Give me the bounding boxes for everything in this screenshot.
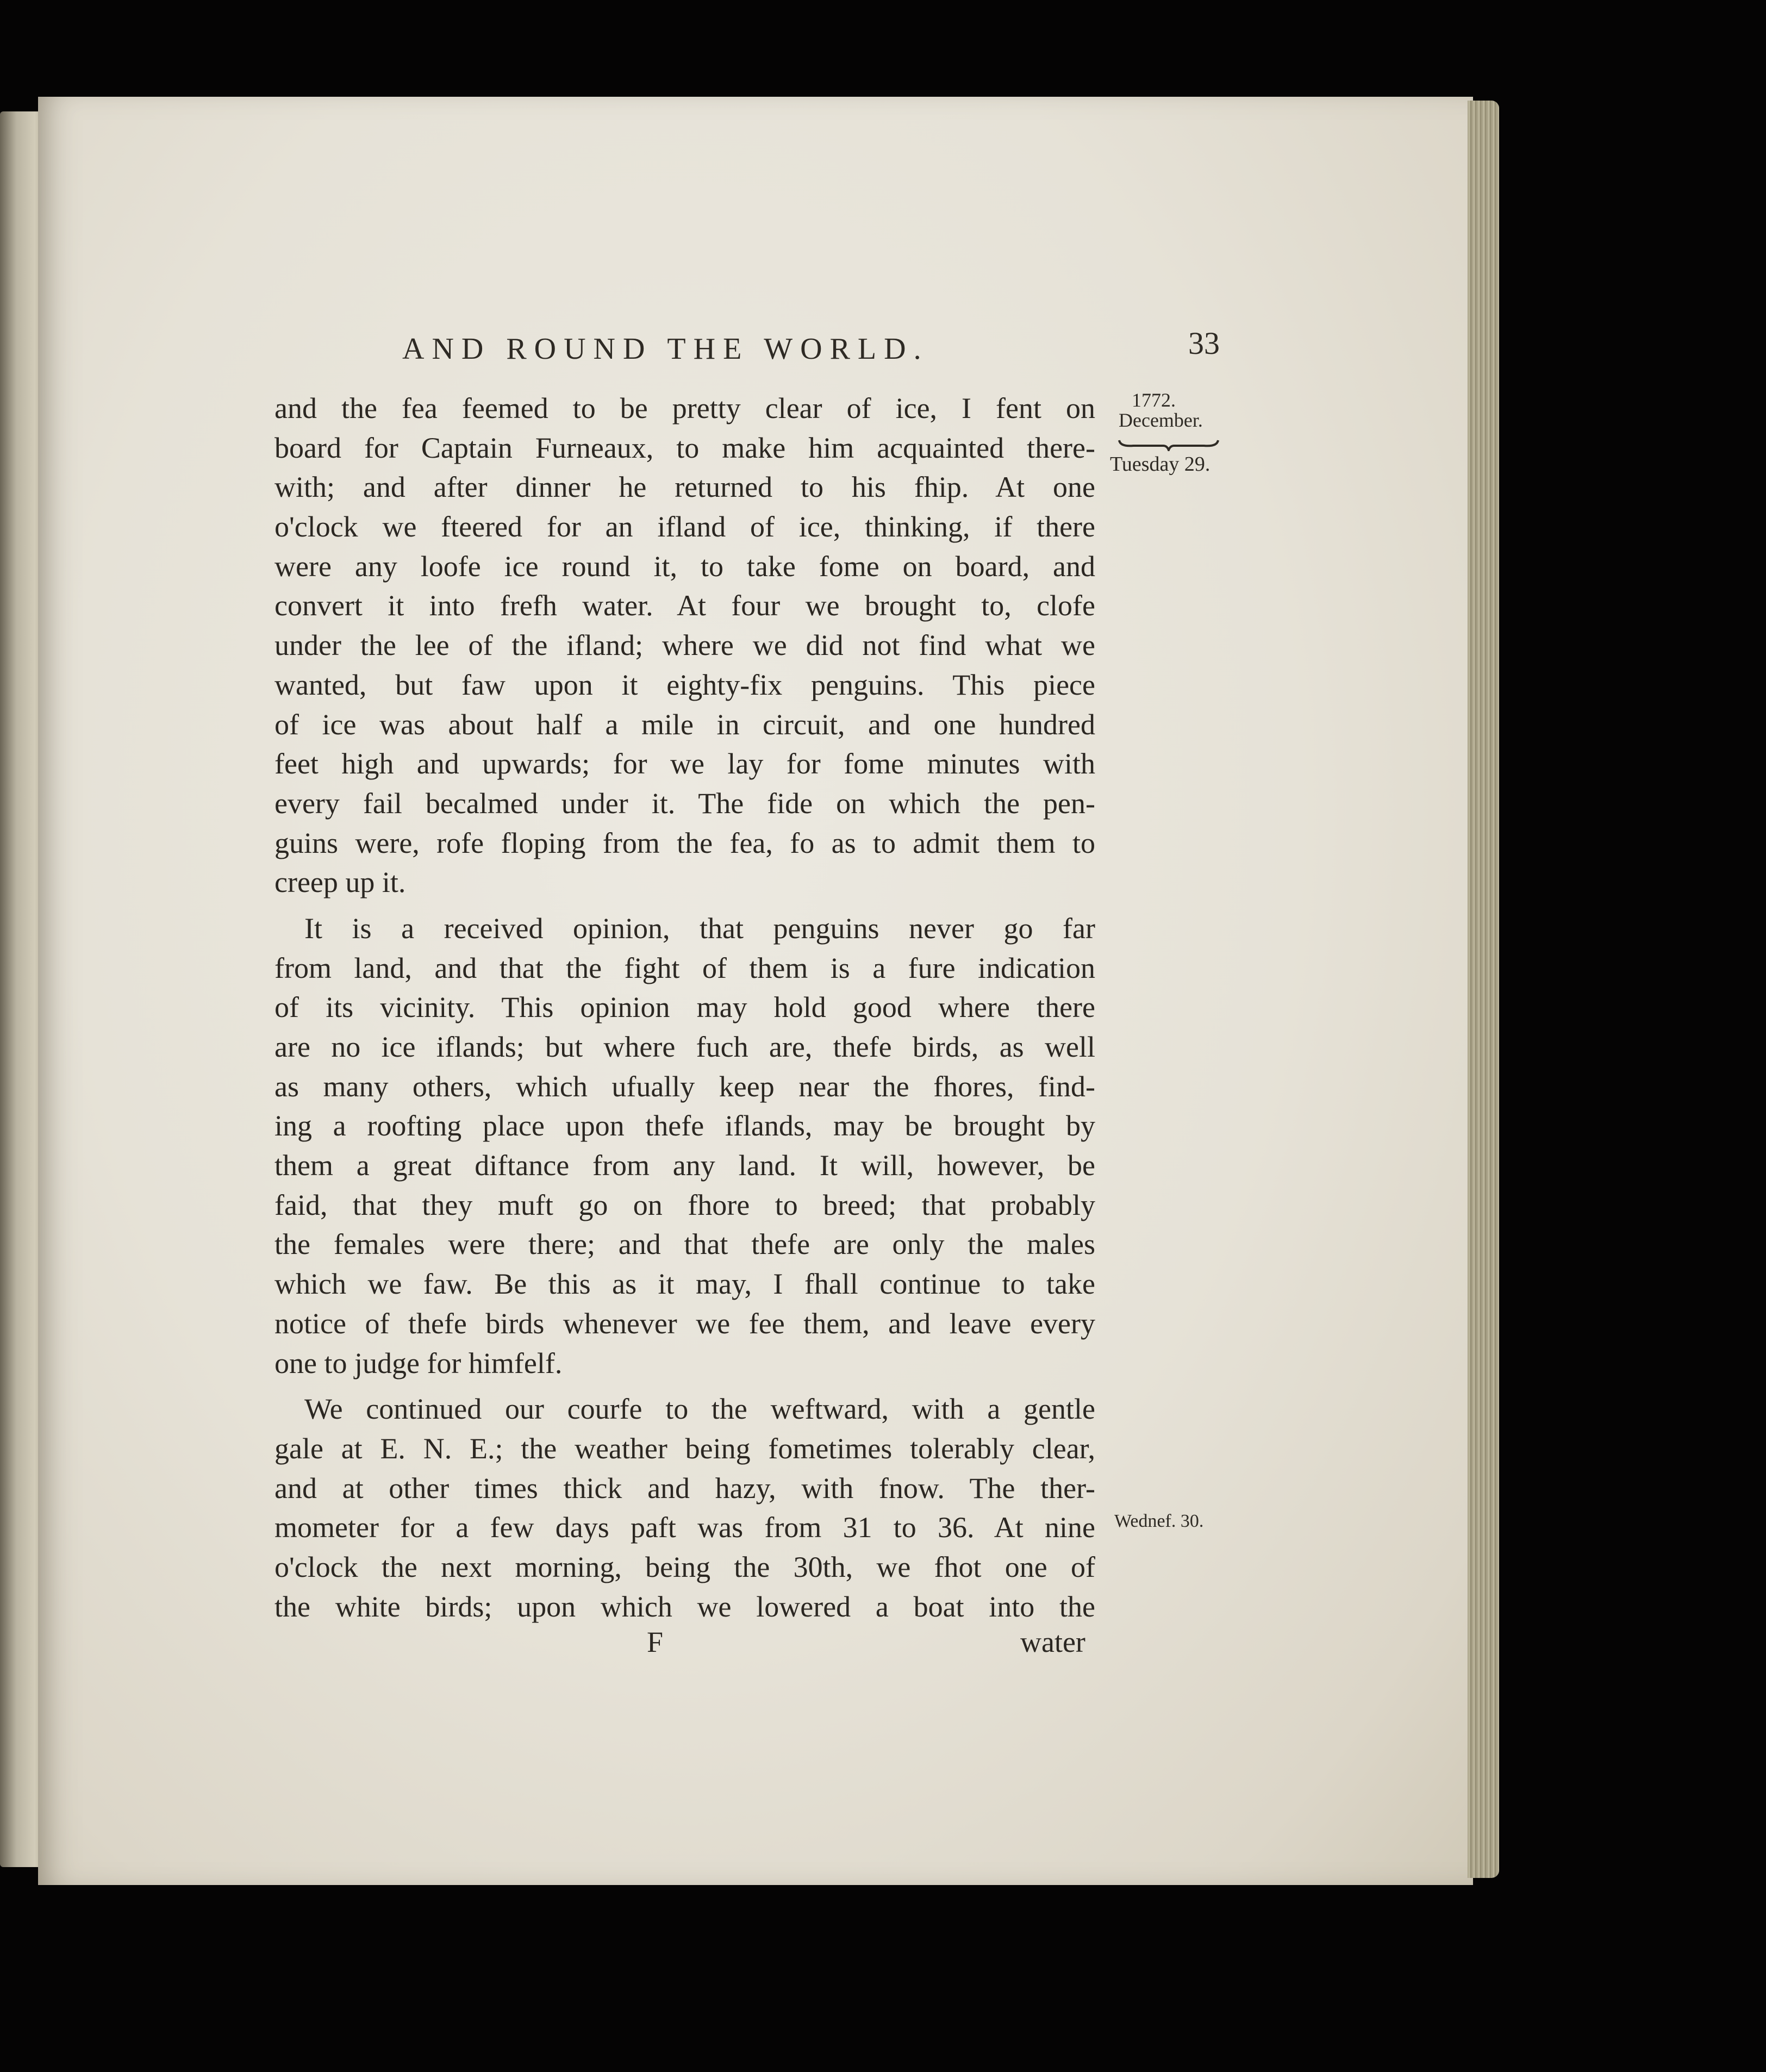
text-line: are no ice iflands; but where fuch are, thefe birds, as well: [274, 1031, 1095, 1063]
text-line: gale at E. N. E.; the weather being fometimes tolerably clear,: [274, 1432, 1095, 1465]
text-line: guins were, rofe floping from the fea, fo as to admit them to: [274, 826, 1095, 859]
text-line: with; and after dinner he returned to his fhip. At one: [274, 471, 1095, 504]
text-line: board for Captain Furneaux, to make him acquainted there-: [274, 431, 1095, 464]
paragraph-2: [274, 909, 1095, 1383]
paragraph-gap: [274, 902, 1095, 909]
text-line: were any loofe ice round it, to take fome on board, and: [274, 550, 1095, 583]
paragraph-1: [274, 389, 1095, 902]
text-line: as many others, which ufually keep near the fhores, find-: [274, 1070, 1095, 1103]
text-line: feet high and upwards; for we lay for fome minutes with: [274, 747, 1095, 781]
text-line: and at other times thick and hazy, with fnow. The ther-: [274, 1471, 1095, 1505]
catchword: water: [1020, 1626, 1085, 1658]
text-line: them a great diftance from any land. It will, however, be: [274, 1149, 1095, 1182]
text-line: mometer for a few days paft was from 31 to 36. At nine: [274, 1511, 1095, 1544]
margin-brace-icon: [1117, 439, 1220, 451]
text-line: of ice was about half a mile in circuit, and one hundred: [274, 708, 1095, 741]
text-line: o'clock we fteered for an ifland of ice, thinking, if there: [274, 510, 1095, 544]
text-line: ing a roofting place upon thefe iflands, may be brought by: [274, 1109, 1095, 1143]
text-line: notice of thefe birds whenever we fee them, and leave every: [274, 1307, 1095, 1340]
text-line: We continued our courfe to the weftward, with a gentle: [304, 1393, 1095, 1426]
body-text: [274, 389, 1095, 1626]
text-line: of its vicinity. This opinion may hold good where there: [274, 991, 1095, 1024]
text-line: faid, that they muft go on fhore to breed; that probably: [274, 1188, 1095, 1221]
text-line: and the fea feemed to be pretty clear of ice, I fent on: [274, 392, 1095, 425]
text-line: the white birds; upon which we lowered a boat into the: [274, 1590, 1095, 1623]
text-line: every fail becalmed under it. The fide on which the pen-: [274, 787, 1095, 820]
running-head: AND ROUND THE WORLD.: [402, 332, 929, 366]
paragraph-gap: [274, 1383, 1095, 1389]
text-line: wanted, but faw upon it eighty-fix penguins. This piece: [274, 668, 1095, 701]
paragraph-3: [274, 1389, 1095, 1626]
text-line: It is a received opinion, that penguins never go far: [304, 912, 1095, 945]
text-line: the females were there; and that thefe are only the males: [274, 1228, 1095, 1261]
margin-date-wednesday: Wednef. 30.: [1114, 1511, 1204, 1531]
margin-year: 1772.: [1132, 389, 1176, 411]
text-line: under the lee of the ifland; where we did not find what we: [274, 629, 1095, 662]
text-line: from land, and that the fight of them is a fure indication: [274, 951, 1095, 984]
page-fore-edge: [1468, 101, 1499, 1878]
margin-month: December.: [1119, 409, 1203, 431]
text-line: one to judge for himfelf.: [274, 1346, 563, 1380]
left-page-edge: [0, 111, 41, 1867]
text-line: o'clock the next morning, being the 30th, we fhot one of: [274, 1550, 1095, 1583]
signature-mark: F: [647, 1626, 664, 1658]
text-line: which we faw. Be this as it may, I fhall continue to take: [274, 1268, 1095, 1301]
page-number: 33: [1188, 326, 1220, 361]
margin-date-tuesday: Tuesday 29.: [1110, 453, 1210, 476]
text-line: creep up it.: [274, 866, 406, 899]
text-line: convert it into frefh water. At four we brought to, clofe: [274, 589, 1095, 622]
